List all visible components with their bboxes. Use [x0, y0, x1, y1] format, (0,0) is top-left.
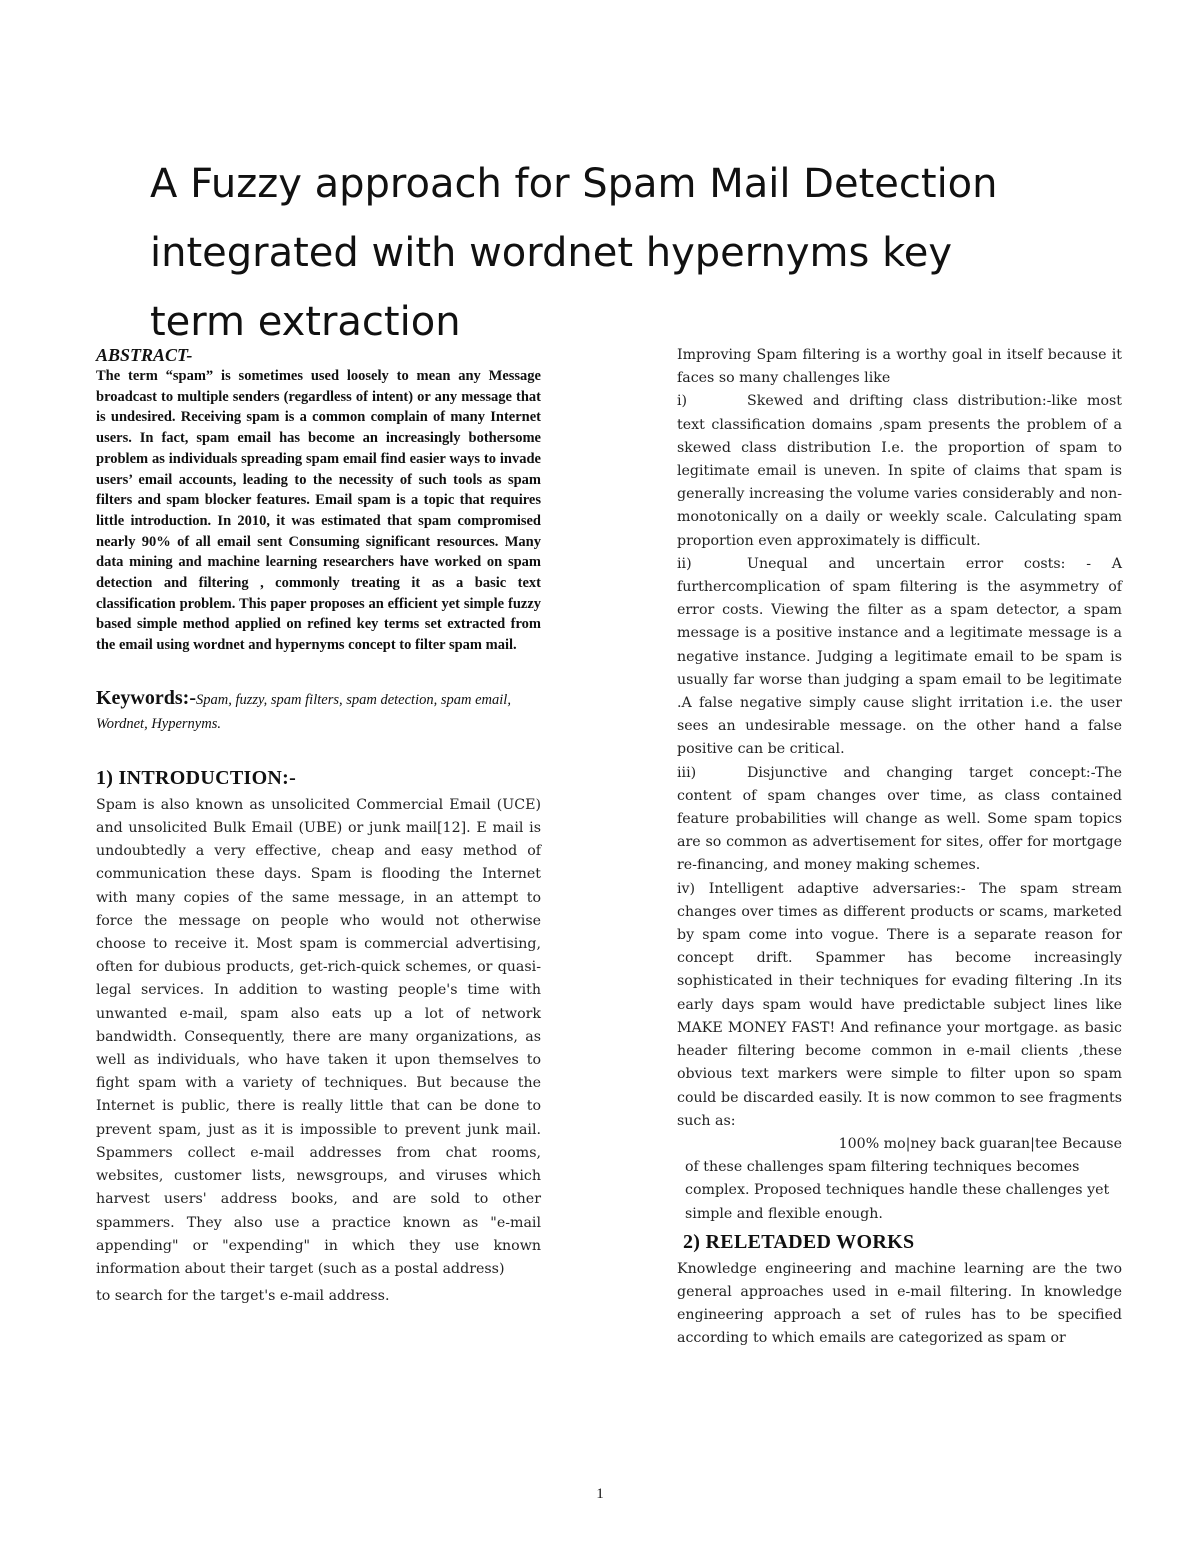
challenge-item-iv: iv) Intelligent adaptive adversaries:- The spam stream changes over times as different products or scams, marketed by spam come into vogue. There is a separate reason for concept drift. Spammer has become increasingly sophisticated in their techniques for evading filtering .In its early days spam would have predictable subject lines like MAKE MONEY FAST! And refinance your mortgage. as basic header filtering become common in e-mail clients ,these obvious text markers were simple to filter upon so spam could be discarded easily. It is now common to see fragments such as: [677, 880, 1122, 1129]
challenge-number: ii) [677, 555, 692, 572]
challenge-text: Skewed and drifting class distribution:-like most text classification domains ,spam presents the problem of a skewed class distribution I.e. the proportion of spam to legitimate email is uneven. In spite of claims that spam is generally increasing the volume varies considerably and non-monotonically on a daily or weekly scale. Calculating spam proportion even approximately is difficult. [677, 393, 1122, 549]
keywords [96, 686, 541, 736]
title-line-2: integrated with wordnet hypernyms key [150, 230, 953, 276]
challenge-number: i) [677, 393, 688, 410]
challenge-text: Disjunctive and changing target concept:-The content of spam changes over time, as class contained feature probabilities will change as well. Some spam topics are so common as advertisement for sites, offer for mortgage re-financing, and money making schemes. [677, 764, 1122, 874]
introduction-last-line: to search for the target's e-mail address. [96, 1288, 390, 1305]
challenge-item [677, 390, 1122, 552]
related-works-heading: 2) RELETADED WORKS [683, 1230, 915, 1253]
title-line-1: A Fuzzy approach for Spam Mail Detection [150, 161, 998, 207]
introduction-text [96, 794, 541, 1308]
introduction-body: Spam is also known as unsolicited Commercial Email (UCE) and unsolicited Bulk Email (UBE) or junk mail[12]. E mail is undoubtedly a very effective, cheap and easy method of communication these days. Spam is flooding the Internet with many copies of the same message, in an attempt to force the message on people who would not otherwise choose to receive it. Most spam is commercial advertising, often for dubious products, get-rich-quick schemes, or quasi-legal services. In addition to wasting people's time with unwanted e-mail, spam also eats up a lot of network bandwidth. Consequently, there are many organizations, as well as individuals, who have taken it upon themselves to fight spam with a variety of techniques. But because the Internet is public, there is really little that can be done to prevent spam, just as it is impossible to prevent junk mail. Spammers collect e-mail addresses from chat rooms, websites, customer lists, newsgroups, and viruses which harvest users' address books, and are sold to other spammers. They also use a practice known as "e-mail appending" or "expending" in which they use known information about their target (such as a postal address) [96, 796, 541, 1277]
title-line-3: term extraction [150, 299, 461, 345]
challenges-conclusion: of these challenges spam filtering techniques becomes complex. Proposed techniques handle these challenges yet simple and flexible enough. [685, 1159, 1110, 1222]
challenge-item [677, 553, 1122, 762]
spam-fragment-example: 100% mo|ney back guaran|tee Because [838, 1135, 1122, 1152]
challenges-intro: Improving Spam filtering is a worthy goal in itself because it faces so many challenges like [677, 347, 1122, 387]
challenge-number: iii) [677, 764, 697, 781]
page-number: 1 [596, 1486, 604, 1502]
keywords-text: Spam, fuzzy, spam filters, spam detection, spam email, Wordnet, Hypernyms. [96, 691, 511, 732]
left-column [96, 344, 541, 1308]
abstract-heading: ABSTRACT- [96, 345, 193, 365]
right-column [677, 344, 1122, 1351]
challenge-item [677, 762, 1122, 878]
keywords-label: Keywords:- [96, 686, 196, 709]
paper-title [150, 150, 1100, 357]
introduction-heading: 1) INTRODUCTION:- [96, 766, 297, 789]
abstract-text: The term “spam” is sometimes used loosely to mean any Message broadcast to multiple senders (regardless of intent) or any message that is undesired. Receiving spam is a common complain of many Internet users. In fact, spam email has become an increasingly bothersome problem as individuals spreading spam email find easier ways to invade users’ email accounts, leading to the necessity of such tools as spam filters and spam blocker features. Email spam is a topic that requires little introduction. In 2010, it was estimated that spam compromised nearly 90% of all email sent Consuming significant resources. Many data mining and machine learning researchers have worked on spam detection and filtering , commonly treating it as a basic text classification problem. This paper proposes an efficient yet simple fuzzy based simple method applied on refined key terms set extracted from the email using wordnet and hypernyms concept to filter spam mail. [96, 368, 541, 654]
challenge-text: Unequal and uncertain error costs: - A furthercomplication of spam filtering is the asymmetry of error costs. Viewing the filter as a spam detector, a spam message is a positive instance and a legitimate message is a negative instance. Judging a legitimate email to be spam is usually far worse than judging a spam email to be legitimate .A false negative simply cause slight irritation i.e. the user sees an undesirable message. on the other hand a false positive can be critical. [677, 555, 1122, 758]
related-works-text: Knowledge engineering and machine learning are the two general approaches used in e-mail filtering. In knowledge engineering approach a set of rules has to be specified according to which emails are categorized as spam or [677, 1260, 1122, 1347]
